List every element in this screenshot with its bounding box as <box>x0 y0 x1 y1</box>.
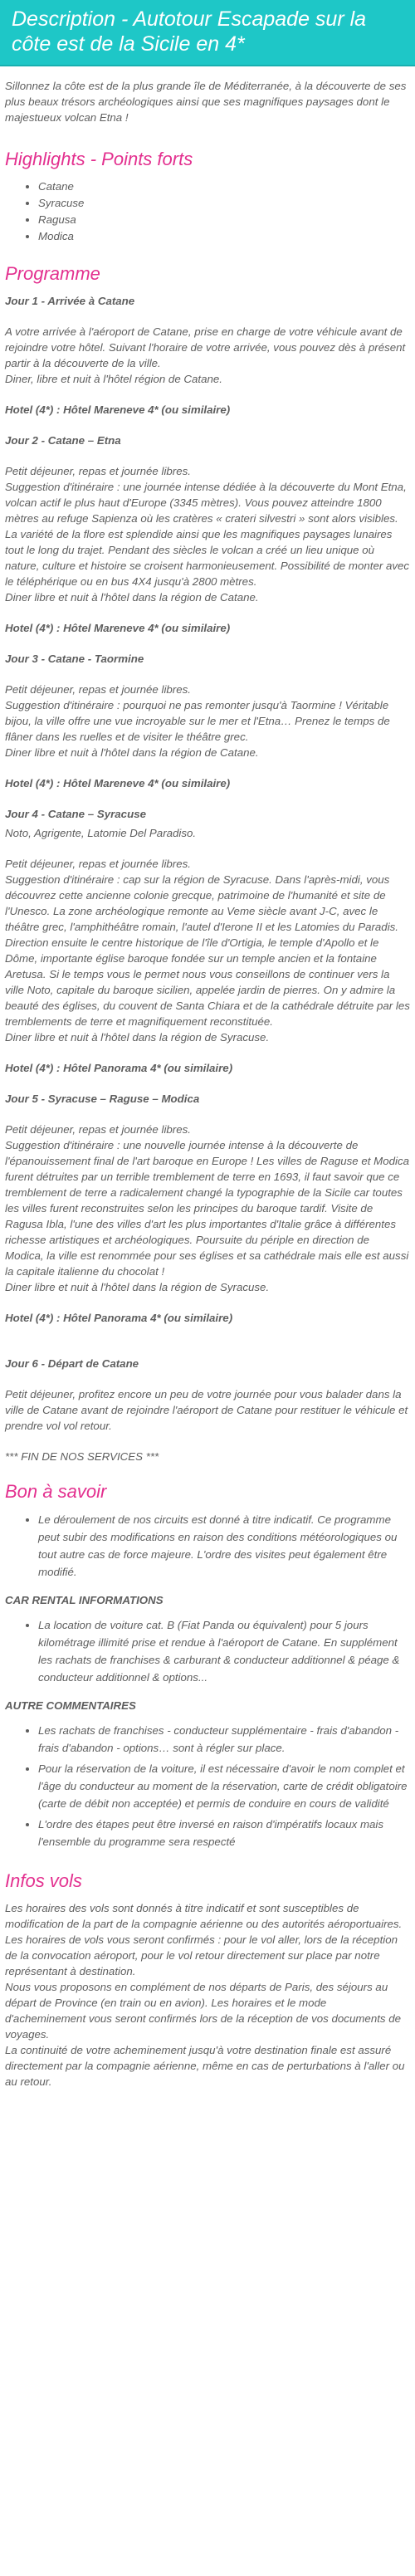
day-title: Jour 4 - Catane – Syracuse <box>5 808 146 820</box>
day-text <box>5 856 410 1045</box>
flight-paragraph: La continuité de votre acheminement jusqu'à votre destination finale est assuré directement par la compagnie aérienne, même en cas de perturbations à l'aller ou au retour. <box>5 2044 405 2088</box>
infos-vols-text <box>5 1900 410 2090</box>
hotel-line: Hotel (4*) : Hôtel Panorama 4* (ou similaire) <box>5 1312 233 1324</box>
programme-heading: Programme <box>5 263 100 284</box>
day-paragraph: Petit déjeuner, repas et journée libres. <box>5 683 191 696</box>
day-paragraph: Petit déjeuner, repas et journée libres. <box>5 465 191 477</box>
day-paragraph: Petit déjeuner, profitez encore un peu de votre journée pour vous balader dans la ville de Catane avant de rejoindre l'aéroport de Catane pour restituer le véhicule et prendre vol vol retour. <box>5 1388 408 1432</box>
hotel-line: Hotel (4*) : Hôtel Mareneve 4* (ou similaire) <box>5 622 231 634</box>
day-title: Jour 2 - Catane – Etna <box>5 434 121 447</box>
list-item: • Modica <box>38 228 410 245</box>
content <box>0 78 415 2090</box>
flight-paragraph: Nous vous proposons en complément de nos départs de Paris, des séjours au départ de Province (en train ou en avion). Les horaires et le mode d'acheminement vous seront confirmés lors de la réception de vos documents de voyages. <box>5 1981 402 2041</box>
day-paragraph: Diner libre et nuit à l'hôtel dans la région de Catane. <box>5 591 259 604</box>
highlights-list <box>5 178 410 245</box>
day-6 <box>5 1356 410 1434</box>
list-item: • Le déroulement de nos circuits est donné à titre indicatif. Ce programme peut subir des modifications en raison des conditions météorologiques ou tout autre cas de force majeure. L'ordre des visites peut également être modifié. <box>38 1511 410 1581</box>
highlights-heading: Highlights - Points forts <box>5 149 193 169</box>
hotel-line: Hotel (4*) : Hôtel Mareneve 4* (ou similaire) <box>5 777 231 789</box>
page-title: Description - Autotour Escapade sur la côte est de la Sicile en 4* <box>0 0 415 66</box>
car-rental-heading: CAR RENTAL INFORMATIONS <box>5 1594 164 1606</box>
other-comments-heading: AUTRE COMMENTAIRES <box>5 1699 136 1712</box>
day-title: Jour 3 - Catane - Taormine <box>5 653 144 665</box>
day-1 <box>5 293 410 418</box>
intro-text: Sillonnez la côte est de la plus grande île de Méditerranée, à la découverte de ses plus beaux trésors archéologiques ainsi que ses magnifiques paysages dont le majestueux volcan Etna ! <box>5 80 407 124</box>
day-title: Jour 6 - Départ de Catane <box>5 1357 139 1370</box>
end-of-services: *** FIN DE NOS SERVICES *** <box>5 1450 159 1463</box>
infos-vols-heading: Infos vols <box>5 1870 82 1891</box>
day-title: Jour 5 - Syracuse – Raguse – Modica <box>5 1092 200 1105</box>
bon-a-savoir-list <box>5 1511 410 1581</box>
day-paragraph: Petit déjeuner, repas et journée libres. <box>5 858 191 870</box>
flight-paragraph: Les horaires des vols sont donnés à titre indicatif et sont susceptibles de modification de la part de la compagnie aérienne ou des autorités aéroportuaires. <box>5 1902 403 1930</box>
day-paragraph: Petit déjeuner, repas et journée libres. <box>5 1123 191 1136</box>
day-text <box>5 1122 410 1295</box>
day-paragraph: Diner, libre et nuit à l'hôtel région de Catane. <box>5 373 222 385</box>
car-rental-list <box>5 1616 410 1686</box>
flight-paragraph: Les horaires de vols vous seront confirmés : pour le vol aller, lors de la réception de la convocation aéroport, pour le vol retour directement sur place par notre représentant à destination. <box>5 1933 398 1977</box>
list-item: • Syracuse <box>38 195 410 212</box>
day-paragraph: Suggestion d'itinéraire : une journée intense dédiée à la découverte du Mont Etna, volcan actif le plus haut d'Europe (3345 mètres). Vous pouvez atteindre 1800 mètres au refuge Sapienza où les cratères « crateri silvestri » sont alors visibles. La variété de la flore est splendide ainsi que les magnifiques paysages lunaires tout le long du trajet. Pendant des siècles le volcan a créé un lieu unique où nature, culture et histoire se croisent harmonieusement. Possibilité de monter avec le téléphérique ou en bus 4X4 jusqu'à 2800 mètres. <box>5 481 410 588</box>
day-text <box>5 463 410 605</box>
hotel-line: Hotel (4*) : Hôtel Panorama 4* (ou similaire) <box>5 1062 233 1074</box>
day-text <box>5 324 410 387</box>
list-item: • Catane <box>38 178 410 195</box>
other-comments-list <box>5 1722 410 1850</box>
day-3 <box>5 651 410 791</box>
list-item: • La location de voiture cat. B (Fiat Panda ou équivalent) pour 5 jours kilométrage illimité prise et rendue à l'aéroport de Catane. En supplément les rachats de franchises & carburant & conducteur additionnel & péage & conducteur additionnel & options... <box>38 1616 410 1686</box>
day-text <box>5 1386 410 1434</box>
list-item: • Pour la réservation de la voiture, il est nécessaire d'avoir le nom complet et l'âge du conducteur au moment de la réservation, carte de crédit obligatoire (carte de débit non acceptée) et permis de conduire en cours de validité <box>38 1760 410 1812</box>
list-item: • Les rachats de franchises - conducteur supplémentaire - frais d'abandon - frais d'abandon - options… sont à régler sur place. <box>38 1722 410 1757</box>
day-subtitle: Noto, Agrigente, Latomie Del Paradiso. <box>5 827 197 839</box>
day-2 <box>5 433 410 636</box>
list-item: • Ragusa <box>38 212 410 228</box>
day-4 <box>5 806 410 1076</box>
day-paragraph: A votre arrivée à l'aéroport de Catane, prise en charge de votre véhicule avant de rejoindre votre hôtel. Suivant l'horaire de votre arrivée, vous pouvez dès à présent partir à la découverte de la ville. <box>5 325 406 369</box>
list-item: • L'ordre des étapes peut être inversé en raison d'impératifs locaux mais l'ensemble du programme sera respecté <box>38 1816 410 1850</box>
day-paragraph: Suggestion d'itinéraire : une nouvelle journée intense à la découverte de l'épanouissement final de l'art baroque en Europe ! Les villes de Raguse et Modica furent détruites par un terrible tremblement de terre en 1693, il faut savoir que ce tremblement de terre a radicalement changé la typographie de la Sicile car toutes les villes furent reconstruites selon les principes du baroque tardif. Visite de Ragusa Ibla, l'une des villes d'art les plus importantes d'Italie grâce à différentes richesse artistiques et archéologiques. Poursuite du périple en direction de Modica, la ville est renommée pour ses églises et sa cathédrale mais elle est aussi la capitale italienne du chocolat ! <box>5 1139 410 1278</box>
day-5 <box>5 1091 410 1326</box>
bon-a-savoir-heading: Bon à savoir <box>5 1481 107 1502</box>
day-title: Jour 1 - Arrivée à Catane <box>5 295 135 307</box>
day-text <box>5 682 410 760</box>
day-paragraph: Suggestion d'itinéraire : cap sur la région de Syracuse. Dans l'après-midi, vous découvrez cette ancienne colonie grecque, patrimoine de l'humanité et site de l'Unesco. La zone archéologique remonte au Veme siècle avant J-C, avec le théâtre grec, l'amphithéâtre romain, l'autel d'Ierone II et les Latomies du Paradis. Direction ensuite le centre historique de l'île d'Ortigia, le temple d'Apollo et le Dôme, importante église baroque fondée sur un temple ancien et la fontaine Aretusa. Si le temps vous le permet nous vous conseillons de continuer vers la ville Noto, capitale du baroque sicilien, appelée jardin de pierres. On y admire la beauté des églises, du couvent de Santa Chiara et de la cathédrale détruite par les tremblements de terre et magnifiquement reconstituée. <box>5 873 410 1028</box>
day-paragraph: Suggestion d'itinéraire : pourquoi ne pas remonter jusqu'à Taormine ! Véritable bijou, la ville offre une vue incroyable sur le mer et l'Etna… Prenez le temps de flâner dans les ruelles et de visiter le théâtre grec. <box>5 699 390 743</box>
day-paragraph: Diner libre et nuit à l'hôtel dans la région de Syracuse. <box>5 1281 270 1293</box>
day-paragraph: Diner libre et nuit à l'hôtel dans la région de Catane. <box>5 746 259 759</box>
day-paragraph: Diner libre et nuit à l'hôtel dans la région de Syracuse. <box>5 1031 270 1044</box>
hotel-line: Hotel (4*) : Hôtel Mareneve 4* (ou similaire) <box>5 403 231 416</box>
